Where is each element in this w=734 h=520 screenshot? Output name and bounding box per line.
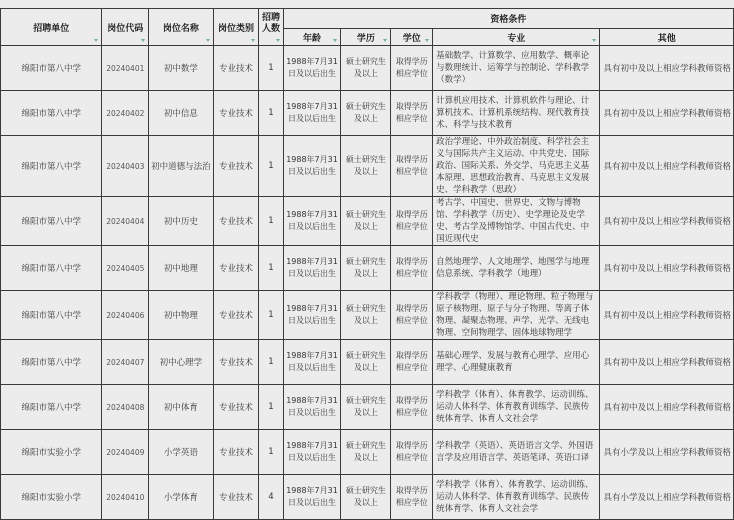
cell-other[interactable]: 具有初中及以上相应学科教师资格 <box>600 91 734 136</box>
cell-name[interactable]: 小学体育 <box>149 475 214 520</box>
cell-code[interactable]: 20240410 <box>102 475 149 520</box>
cell-unit[interactable]: 绵阳市第八中学 <box>1 91 102 136</box>
cell-code[interactable]: 20240404 <box>102 197 149 246</box>
table-row <box>1 136 734 197</box>
header-label: 岗位名称 <box>162 23 199 34</box>
filter-dropdown-icon[interactable] <box>141 39 145 42</box>
cell-code[interactable]: 20240403 <box>102 136 149 197</box>
cell-major[interactable]: 学科教学（物理）、理论物理、粒子物理与原子核物理、原子与分子物理、等离子体物理、凝聚态物理、声学、光学、无线电物理、空间物理学、固体地球物理学 <box>433 291 600 340</box>
cell-name[interactable]: 小学英语 <box>149 430 214 475</box>
filter-dropdown-icon[interactable] <box>425 39 429 42</box>
cell-category[interactable]: 专业技术 <box>213 430 259 475</box>
table-row <box>1 197 734 246</box>
cell-degree[interactable]: 取得学历相应学位 <box>391 385 433 430</box>
cell-unit[interactable]: 绵阳市实验小学 <box>1 475 102 520</box>
header-category[interactable] <box>213 9 259 46</box>
header-degree[interactable] <box>391 29 433 46</box>
cell-category[interactable]: 专业技术 <box>213 246 259 291</box>
cell-degree[interactable]: 取得学历相应学位 <box>391 136 433 197</box>
cell-name[interactable]: 初中历史 <box>149 197 214 246</box>
cell-unit[interactable]: 绵阳市实验小学 <box>1 430 102 475</box>
cell-name[interactable]: 初中数学 <box>149 46 214 91</box>
header-label: 学位 <box>402 33 421 44</box>
cell-category[interactable]: 专业技术 <box>213 136 259 197</box>
table-row <box>1 430 734 475</box>
header-label: 岗位类别 <box>218 23 255 34</box>
cell-count[interactable]: 1 <box>259 136 283 197</box>
header-label: 招聘人数 <box>261 13 280 34</box>
cell-major[interactable]: 基础数学、计算数学、应用数学、概率论与数理统计、运筹学与控制论、学科教学（数学） <box>433 46 600 91</box>
table-row <box>1 291 734 340</box>
header-code[interactable] <box>102 9 149 46</box>
cell-age[interactable]: 1988年7月31日及以后出生 <box>283 136 341 197</box>
cell-age[interactable]: 1988年7月31日及以后出生 <box>283 91 341 136</box>
header-major[interactable] <box>433 29 600 46</box>
cell-other[interactable]: 具有初中及以上相应学科教师资格 <box>600 197 734 246</box>
cell-education[interactable]: 硕士研究生及以上 <box>341 340 391 385</box>
cell-age[interactable]: 1988年7月31日及以后出生 <box>283 475 341 520</box>
cell-education[interactable]: 硕士研究生及以上 <box>341 46 391 91</box>
cell-degree[interactable]: 取得学历相应学位 <box>391 197 433 246</box>
cell-education[interactable]: 硕士研究生及以上 <box>341 385 391 430</box>
cell-unit[interactable]: 绵阳市第八中学 <box>1 291 102 340</box>
cell-code[interactable]: 20240405 <box>102 246 149 291</box>
cell-category[interactable]: 专业技术 <box>213 340 259 385</box>
filter-dropdown-icon[interactable] <box>206 39 210 42</box>
cell-other[interactable]: 具有初中及以上相应学科教师资格 <box>600 136 734 197</box>
table-row <box>1 385 734 430</box>
cell-code[interactable]: 20240406 <box>102 291 149 340</box>
cell-major[interactable]: 自然地理学、人文地理学、地图学与地理信息系统、学科教学（地理） <box>433 246 600 291</box>
cell-other[interactable]: 具有初中及以上相应学科教师资格 <box>600 340 734 385</box>
header-qualifications: 资格条件 <box>283 9 733 29</box>
header-education[interactable] <box>341 29 391 46</box>
cell-category[interactable]: 专业技术 <box>213 291 259 340</box>
cell-unit[interactable]: 绵阳市第八中学 <box>1 197 102 246</box>
table-row <box>1 46 734 91</box>
cell-degree[interactable]: 取得学历相应学位 <box>391 475 433 520</box>
cell-count[interactable]: 1 <box>259 91 283 136</box>
cell-unit[interactable]: 绵阳市第八中学 <box>1 340 102 385</box>
cell-age[interactable]: 1988年7月31日及以后出生 <box>283 291 341 340</box>
cell-age[interactable]: 1988年7月31日及以后出生 <box>283 385 341 430</box>
cell-major[interactable]: 计算机应用技术、计算机软件与理论、计算机技术、计算机系统结构、现代教育技术、科学与技术教育 <box>433 91 600 136</box>
cell-count[interactable]: 1 <box>259 430 283 475</box>
cell-other[interactable]: 具有小学及以上相应学科教师资格 <box>600 475 734 520</box>
cell-degree[interactable]: 取得学历相应学位 <box>391 246 433 291</box>
cell-education[interactable]: 硕士研究生及以上 <box>341 246 391 291</box>
cell-category[interactable]: 专业技术 <box>213 91 259 136</box>
table-row <box>1 246 734 291</box>
spreadsheet <box>0 8 734 520</box>
cell-age[interactable]: 1988年7月31日及以后出生 <box>283 46 341 91</box>
cell-code[interactable]: 20240409 <box>102 430 149 475</box>
header-label: 专业 <box>507 33 526 44</box>
cell-education[interactable]: 硕士研究生及以上 <box>341 91 391 136</box>
cell-degree[interactable]: 取得学历相应学位 <box>391 46 433 91</box>
cell-category[interactable]: 专业技术 <box>213 475 259 520</box>
cell-name[interactable]: 初中信息 <box>149 91 214 136</box>
header-label: 年龄 <box>303 33 322 44</box>
cell-major[interactable]: 学科教学（体育）、体育教学、运动训练、运动人体科学、体育教育训练学、民族传统体育学、体育人文社会学 <box>433 475 600 520</box>
cell-other[interactable]: 具有初中及以上相应学科教师资格 <box>600 246 734 291</box>
cell-degree[interactable]: 取得学历相应学位 <box>391 340 433 385</box>
cell-code[interactable]: 20240401 <box>102 46 149 91</box>
filter-dropdown-icon[interactable] <box>592 39 596 42</box>
header-label: 其他 <box>657 33 676 44</box>
cell-other[interactable]: 具有初中及以上相应学科教师资格 <box>600 291 734 340</box>
cell-other[interactable]: 具有初中及以上相应学科教师资格 <box>600 385 734 430</box>
cell-other[interactable]: 具有初中及以上相应学科教师资格 <box>600 46 734 91</box>
cell-count[interactable]: 1 <box>259 46 283 91</box>
cell-name[interactable]: 初中物理 <box>149 291 214 340</box>
cell-degree[interactable]: 取得学历相应学位 <box>391 91 433 136</box>
header-name[interactable] <box>149 9 214 46</box>
cell-unit[interactable]: 绵阳市第八中学 <box>1 136 102 197</box>
cell-unit[interactable]: 绵阳市第八中学 <box>1 385 102 430</box>
table-body <box>1 46 734 520</box>
cell-education[interactable]: 硕士研究生及以上 <box>341 197 391 246</box>
header-count[interactable] <box>259 9 283 46</box>
header-age[interactable] <box>283 29 341 46</box>
cell-education[interactable]: 硕士研究生及以上 <box>341 136 391 197</box>
cell-name[interactable]: 初中道德与法治 <box>149 136 214 197</box>
cell-count[interactable]: 1 <box>259 291 283 340</box>
filter-dropdown-icon[interactable] <box>94 39 98 42</box>
cell-category[interactable]: 专业技术 <box>213 385 259 430</box>
header-other[interactable] <box>600 29 734 46</box>
cell-category[interactable]: 专业技术 <box>213 197 259 246</box>
cell-major[interactable]: 政治学理论、中外政治制度、科学社会主义与国际共产主义运动、中共党史、国际政治、国际关系、外交学、马克思主义基本原理、思想政治教育、马克思主义发展史、学科教学（思政） <box>433 136 600 197</box>
cell-count[interactable]: 1 <box>259 385 283 430</box>
cell-degree[interactable]: 取得学历相应学位 <box>391 430 433 475</box>
cell-other[interactable]: 具有小学及以上相应学科教师资格 <box>600 430 734 475</box>
filter-dropdown-icon[interactable] <box>383 39 387 42</box>
cell-category[interactable]: 专业技术 <box>213 46 259 91</box>
cell-major[interactable]: 学科教学（英语）、英语语言文学、外国语言学及应用语言学、英语笔译、英语口译 <box>433 430 600 475</box>
cell-count[interactable]: 1 <box>259 340 283 385</box>
cell-name[interactable]: 初中心理学 <box>149 340 214 385</box>
header-label: 学历 <box>356 33 375 44</box>
cell-code[interactable]: 20240407 <box>102 340 149 385</box>
cell-code[interactable]: 20240402 <box>102 91 149 136</box>
filter-dropdown-icon[interactable] <box>333 39 337 42</box>
cell-major[interactable]: 基础心理学、发展与教育心理学、应用心理学、心理健康教育 <box>433 340 600 385</box>
cell-name[interactable]: 初中地理 <box>149 246 214 291</box>
cell-age[interactable]: 1988年7月31日及以后出生 <box>283 197 341 246</box>
cell-degree[interactable]: 取得学历相应学位 <box>391 291 433 340</box>
job-table <box>0 8 734 520</box>
header-unit[interactable] <box>1 9 102 46</box>
table-row <box>1 340 734 385</box>
cell-unit[interactable]: 绵阳市第八中学 <box>1 46 102 91</box>
cell-major[interactable]: 考古学、中国史、世界史、文物与博物馆、学科教学（历史）、史学理论及史学史、考古学及博物馆学、中国古代史、中国近现代史 <box>433 197 600 246</box>
cell-code[interactable]: 20240408 <box>102 385 149 430</box>
cell-major[interactable]: 学科教学（体育）、体育教学、运动训练、运动人体科学、体育教育训练学、民族传统体育学、体育人文社会学 <box>433 385 600 430</box>
cell-count[interactable]: 1 <box>259 246 283 291</box>
cell-age[interactable]: 1988年7月31日及以后出生 <box>283 340 341 385</box>
cell-education[interactable]: 硕士研究生及以上 <box>341 291 391 340</box>
filter-dropdown-icon[interactable] <box>276 39 280 42</box>
header-label: 招聘单位 <box>33 23 70 34</box>
cell-age[interactable]: 1988年7月31日及以后出生 <box>283 246 341 291</box>
cell-age[interactable]: 1988年7月31日及以后出生 <box>283 430 341 475</box>
filter-dropdown-icon[interactable] <box>251 39 255 42</box>
header-label: 岗位代码 <box>107 23 144 34</box>
cell-name[interactable]: 初中体育 <box>149 385 214 430</box>
cell-education[interactable]: 硕士研究生及以上 <box>341 430 391 475</box>
table-row <box>1 91 734 136</box>
cell-count[interactable]: 1 <box>259 197 283 246</box>
cell-unit[interactable]: 绵阳市第八中学 <box>1 246 102 291</box>
table-row <box>1 475 734 520</box>
cell-count[interactable]: 4 <box>259 475 283 520</box>
cell-education[interactable]: 硕士研究生及以上 <box>341 475 391 520</box>
